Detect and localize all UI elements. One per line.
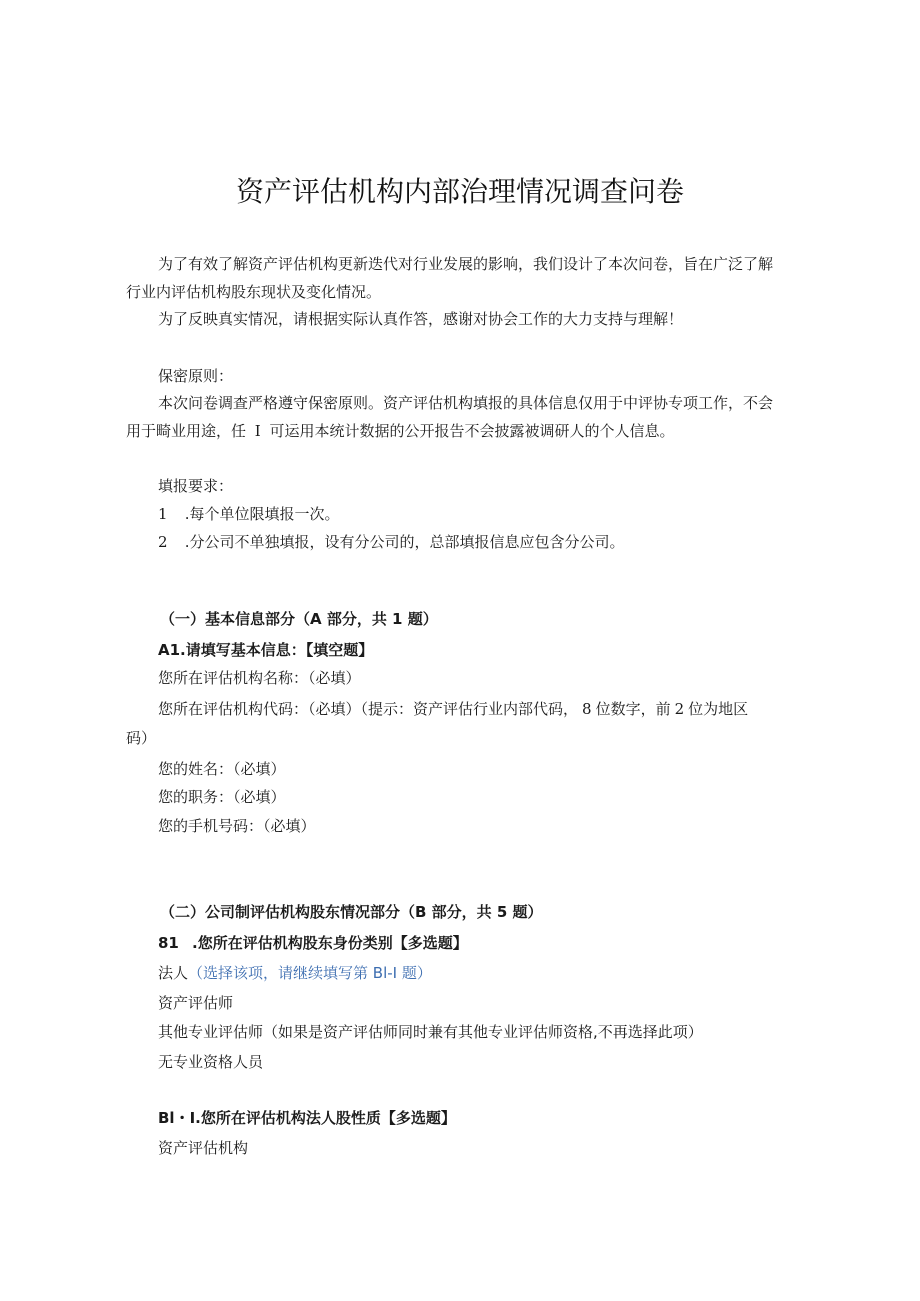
option-no-qualification: 无专业资格人员 [158,1053,264,1071]
confidentiality-heading: 保密原则： [158,367,234,385]
requirement-item-text: .每个单位限填报一次。 [184,505,340,523]
intro-line-2: 行业内评估机构股东现状及变化情况。 [126,283,382,301]
intro-line-1: 为了有效了解资产评估机构更新迭代对行业发展的影响，我们设计了本次问卷，旨在广泛了解 [158,255,774,273]
section-2-heading: （二）公司制评估机构股东情况部分（B 部分，共 5 题） [160,903,543,921]
option-legal-person-label: 法人 [158,964,189,982]
requirements-heading: 填报要求： [158,477,234,495]
requirement-item-1 [158,504,340,524]
field-org-code-text-b: 位数字，前 [595,700,671,718]
confidentiality-line-2-part-c: 可运用本统计数据的公开报告不会披露被调研人的个人信息。 [269,422,675,440]
confidentiality-line-2-glyph: I [254,422,261,440]
question-b1 [158,933,468,953]
confidentiality-line-1: 本次问卷调查严格遵守保密原则。资产评估机构填报的具体信息仅用于中评协专项工作，不会 [158,394,774,412]
question-b1-1: Bl・I.您所在评估机构法人股性质【多选题】 [158,1109,456,1127]
option-other-appraiser: 其他专业评估师（如果是资产评估师同时兼有其他专业评估师资格,不再选择此项） [158,1023,703,1041]
option-legal-person-note: （选择该项，请继续填写第 Bl-I 题） [188,964,432,982]
field-name: 您的姓名：（必填） [158,760,286,778]
option-asset-appraisal-org: 资产评估机构 [158,1139,249,1157]
option-legal-person [158,963,432,983]
field-org-name: 您所在评估机构名称：（必填） [158,669,361,687]
field-phone: 您的手机号码：（必填） [158,817,316,835]
confidentiality-line-2-part-a: 用于畸业用途，任 [126,422,247,440]
requirement-item-number: 2 [158,533,168,551]
field-org-code-num-2: 2 [674,700,685,718]
question-a1: A1.请填写基本信息：【填空题】 [158,641,374,659]
document-title: 资产评估机构内部治理情况调查问卷 [235,175,684,208]
section-1-heading: （一）基本信息部分（A 部分，共 1 题） [160,610,438,628]
field-org-code-text-c: 位为地区 [688,700,749,718]
requirement-item-text: .分公司不单独填报，设有分公司的，总部填报信息应包含分公司。 [184,533,625,551]
question-b1-number: 81 [158,934,179,952]
field-position: 您的职务：（必填） [158,788,286,806]
requirement-item-2 [158,532,625,552]
field-org-code-text-a: 您所在评估机构代码：（必填）（提示：资产评估行业内部代码， [158,700,579,718]
option-asset-appraiser: 资产评估师 [158,994,234,1012]
field-org-code [158,699,748,719]
field-org-code-continuation: 码） [126,729,157,747]
field-org-code-num-1: 8 [582,700,592,718]
intro-line-3: 为了反映真实情况，请根据实际认真作答，感谢对协会工作的大力支持与理解！ [158,310,684,328]
requirement-item-number: 1 [158,505,168,523]
confidentiality-line-2 [126,421,675,441]
question-b1-text: .您所在评估机构股东身份类别【多选题】 [192,934,468,952]
